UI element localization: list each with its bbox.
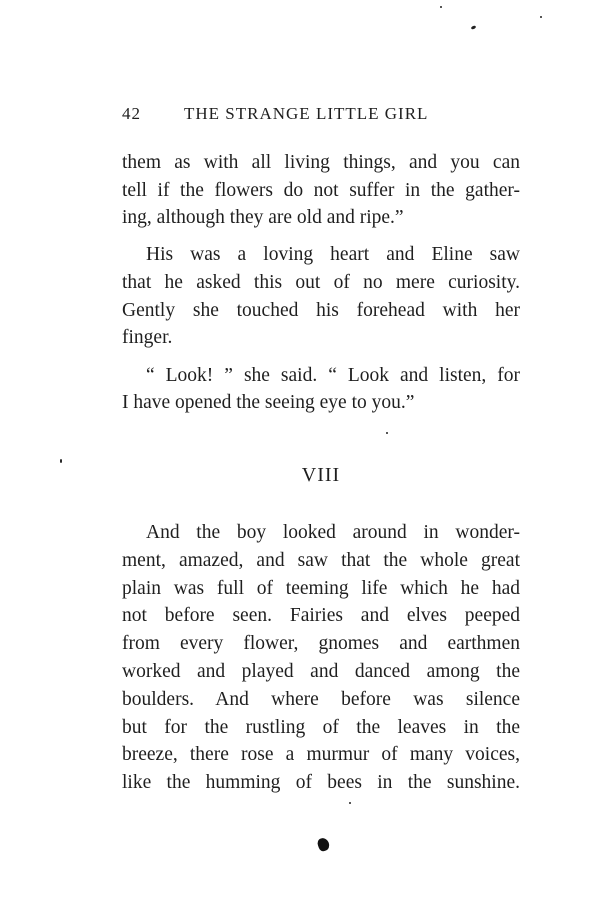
paragraph-1-line-1: them as with all living things, and you can [122, 152, 520, 173]
paragraph-4-line-9: breeze, there rose a murmur of many voices, [122, 744, 520, 765]
paragraph-4-line-8: but for the rustling of the leaves in the [122, 717, 520, 738]
paragraph-4-line-5: from every flower, gnomes and earthmen [122, 633, 520, 654]
paragraph-4-line-6: worked and played and danced among the [122, 661, 520, 682]
paragraph-1-line-2: tell if the flowers do not suffer in the gather- [122, 180, 520, 201]
page-number: 42 [122, 104, 141, 123]
scan-speck [440, 6, 442, 8]
paragraph-4-line-2: ment, amazed, and saw that the whole great [122, 550, 520, 571]
paragraph-4-line-3: plain was full of teeming life which he had [122, 578, 520, 599]
running-head [122, 104, 428, 124]
scan-speck [349, 802, 351, 804]
paragraph-4-line-4: not before seen. Fairies and elves peeped [122, 605, 520, 626]
scan-speck [386, 432, 388, 434]
paragraph-4-line-10: like the humming of bees in the sunshine. [122, 772, 520, 793]
chapter-heading: VIII [301, 464, 341, 486]
paragraph-3-line-1: “ Look! ” she said. “ Look and listen, for [146, 365, 520, 386]
paragraph-2-line-3: Gently she touched his forehead with her [122, 300, 520, 321]
scan-speck [60, 459, 62, 463]
paragraph-2-line-4: finger. [122, 327, 173, 348]
scan-speck [540, 16, 542, 18]
running-title: THE STRANGE LITTLE GIRL [184, 104, 429, 123]
paragraph-4-line-7: boulders. And where before was silence [122, 689, 520, 710]
printer-ornament [316, 837, 331, 853]
scan-speck [471, 25, 477, 30]
paragraph-2-line-1: His was a loving heart and Eline saw [146, 244, 520, 265]
paragraph-2-line-2: that he asked this out of no mere curiosity. [122, 272, 520, 293]
paragraph-4-line-1: And the boy looked around in wonder- [146, 522, 520, 543]
paragraph-1-line-3: ing, although they are old and ripe.” [122, 207, 404, 228]
paragraph-3-line-2: I have opened the seeing eye to you.” [122, 392, 415, 413]
